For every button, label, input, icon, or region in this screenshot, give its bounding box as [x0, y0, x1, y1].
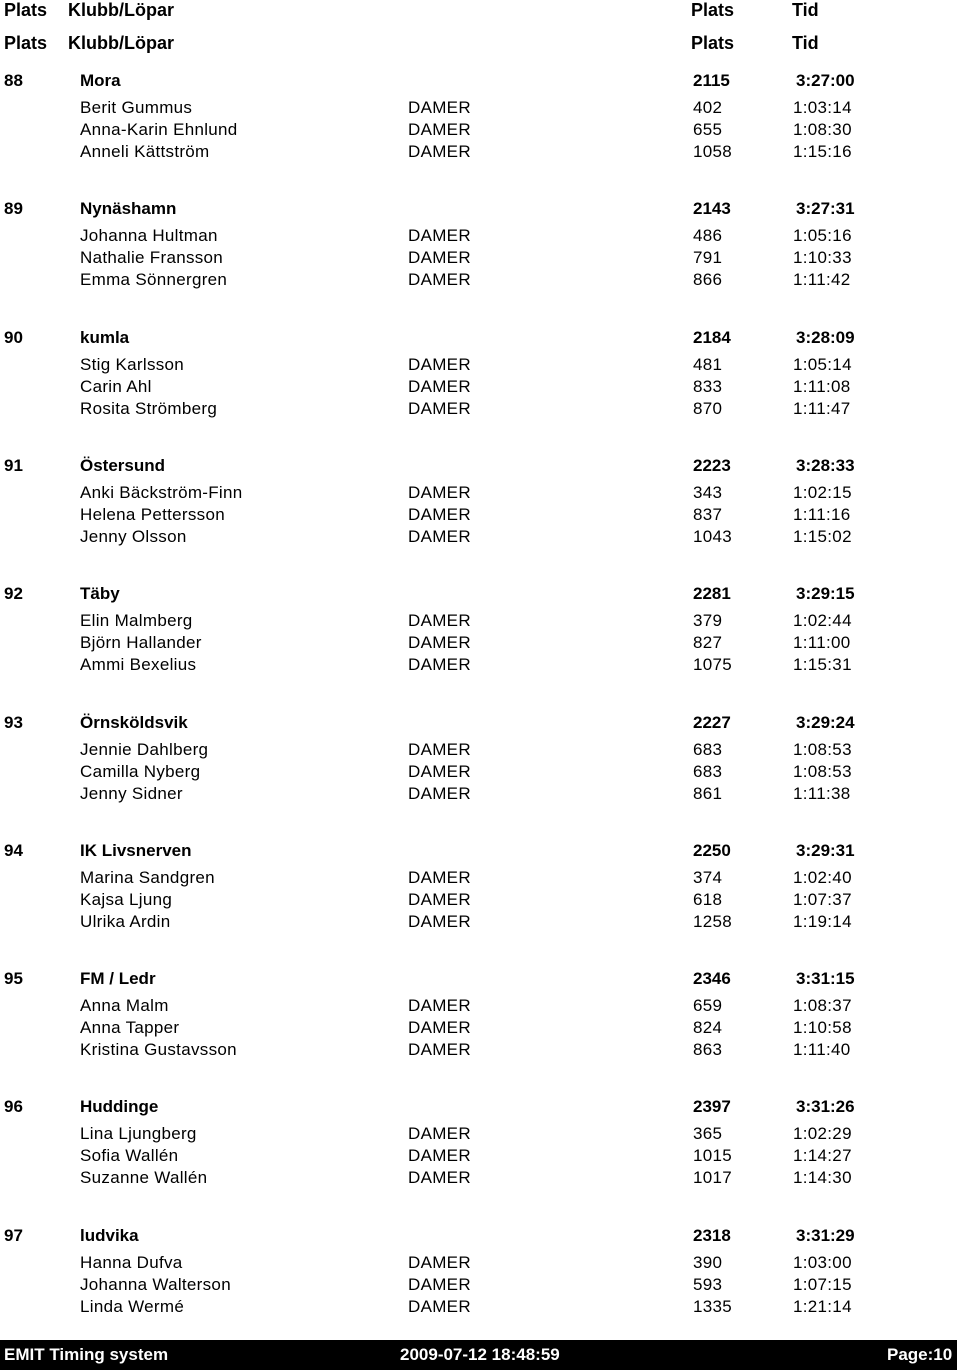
runner-class: DAMER	[408, 355, 471, 374]
runner-class: DAMER	[408, 655, 471, 674]
runner-time: 1:14:30	[793, 1168, 852, 1187]
team-block	[0, 456, 960, 549]
team-place: 91	[4, 456, 23, 475]
runner-time: 1:05:16	[793, 226, 852, 245]
runner-class: DAMER	[408, 1040, 471, 1059]
team-club: Östersund	[80, 456, 166, 475]
footer-page: Page:10	[887, 1345, 953, 1364]
runner-name: Suzanne Wallén	[80, 1168, 208, 1187]
runner-class: DAMER	[408, 483, 471, 502]
team-place: 95	[4, 969, 23, 988]
runner-time: 1:08:53	[793, 740, 852, 759]
runner-class: DAMER	[408, 762, 471, 781]
runner-time: 1:15:02	[793, 527, 852, 546]
header-tid: Tid	[792, 33, 819, 53]
runner-name: Johanna Hultman	[80, 226, 218, 245]
runner-name: Jenny Olsson	[80, 527, 187, 546]
team-block	[0, 199, 960, 292]
runner-class: DAMER	[408, 270, 471, 289]
runner-row	[0, 1018, 960, 1040]
runner-name: Rosita Strömberg	[80, 399, 218, 418]
runner-class: DAMER	[408, 1253, 471, 1272]
team-points: 2318	[693, 1226, 731, 1245]
runner-class: DAMER	[408, 505, 471, 524]
team-time: 3:31:26	[796, 1097, 855, 1116]
runner-row	[0, 483, 960, 505]
team-block	[0, 841, 960, 934]
team-row	[0, 969, 960, 991]
runner-row	[0, 890, 960, 912]
runner-place: 683	[693, 740, 723, 759]
runner-place: 486	[693, 226, 723, 245]
runner-class: DAMER	[408, 527, 471, 546]
runner-name: Helena Pettersson	[80, 505, 225, 524]
runner-row	[0, 655, 960, 677]
team-club: Mora	[80, 71, 121, 90]
runner-row	[0, 98, 960, 120]
runner-time: 1:08:53	[793, 762, 852, 781]
team-place: 90	[4, 328, 23, 347]
runner-row	[0, 120, 960, 142]
runner-place: 481	[693, 355, 723, 374]
team-club: IK Livsnerven	[80, 841, 192, 860]
runner-name: Sofia Wallén	[80, 1146, 179, 1165]
runner-name: Camilla Nyberg	[80, 762, 201, 781]
team-points: 2223	[693, 456, 731, 475]
runner-place: 870	[693, 399, 723, 418]
runner-class: DAMER	[408, 1168, 471, 1187]
runner-name: Elin Malmberg	[80, 611, 193, 630]
team-block	[0, 969, 960, 1062]
header-plats-2: Plats	[691, 0, 735, 20]
team-row	[0, 1097, 960, 1119]
runner-time: 1:10:58	[793, 1018, 852, 1037]
team-club: Täby	[80, 584, 120, 603]
runner-time: 1:15:31	[793, 655, 852, 674]
header-plats: Plats	[4, 33, 48, 53]
runner-name: Lina Ljungberg	[80, 1124, 197, 1143]
runner-name: Björn Hallander	[80, 633, 202, 652]
team-points: 2346	[693, 969, 731, 988]
runner-time: 1:19:14	[793, 912, 852, 931]
runner-time: 1:03:14	[793, 98, 852, 117]
runner-place: 1335	[693, 1297, 733, 1316]
runner-time: 1:15:16	[793, 142, 852, 161]
runner-time: 1:11:40	[793, 1040, 851, 1059]
runner-name: Emma Sönnergren	[80, 270, 228, 289]
runner-row	[0, 377, 960, 399]
team-club: FM / Ledr	[80, 969, 156, 988]
team-place: 97	[4, 1226, 23, 1245]
runner-row	[0, 1297, 960, 1319]
team-block	[0, 71, 960, 164]
runner-row	[0, 868, 960, 890]
runner-class: DAMER	[408, 996, 471, 1015]
header-klubb-lopar: Klubb/Löpar	[68, 33, 174, 53]
team-points: 2281	[693, 584, 731, 603]
runner-time: 1:02:29	[793, 1124, 852, 1143]
runner-time: 1:11:16	[793, 505, 851, 524]
runner-place: 1017	[693, 1168, 733, 1187]
runner-class: DAMER	[408, 633, 471, 652]
runner-name: Anna-Karin Ehnlund	[80, 120, 238, 139]
runner-name: Anna Tapper	[80, 1018, 180, 1037]
team-block	[0, 584, 960, 677]
runner-place: 1015	[693, 1146, 733, 1165]
team-time: 3:27:00	[796, 71, 855, 90]
runner-name: Berit Gummus	[80, 98, 193, 117]
team-time: 3:27:31	[796, 199, 855, 218]
runner-class: DAMER	[408, 1297, 471, 1316]
runner-time: 1:11:47	[793, 399, 851, 418]
runner-place: 866	[693, 270, 723, 289]
runner-place: 1043	[693, 527, 733, 546]
runner-row	[0, 399, 960, 421]
runner-place: 827	[693, 633, 723, 652]
header-plats-2: Plats	[691, 33, 735, 53]
team-points: 2184	[693, 328, 731, 347]
runner-name: Anneli Kättström	[80, 142, 210, 161]
team-block	[0, 713, 960, 806]
team-points: 2250	[693, 841, 731, 860]
runner-class: DAMER	[408, 611, 471, 630]
runner-time: 1:08:37	[793, 996, 852, 1015]
team-points: 2143	[693, 199, 731, 218]
runner-class: DAMER	[408, 142, 471, 161]
runner-row	[0, 1275, 960, 1297]
runner-time: 1:03:00	[793, 1253, 852, 1272]
runner-place: 374	[693, 868, 723, 887]
runner-class: DAMER	[408, 399, 471, 418]
team-place: 94	[4, 841, 23, 860]
runner-time: 1:11:08	[793, 377, 851, 396]
runner-place: 683	[693, 762, 723, 781]
team-time: 3:29:15	[796, 584, 855, 603]
runner-place: 837	[693, 505, 723, 524]
runner-name: Jennie Dahlberg	[80, 740, 209, 759]
team-time: 3:29:31	[796, 841, 855, 860]
runner-row	[0, 1040, 960, 1062]
runner-name: Stig Karlsson	[80, 355, 185, 374]
runner-place: 863	[693, 1040, 723, 1059]
runner-class: DAMER	[408, 248, 471, 267]
runner-row	[0, 611, 960, 633]
team-place: 93	[4, 713, 23, 732]
team-place: 88	[4, 71, 23, 90]
runner-time: 1:07:15	[793, 1275, 852, 1294]
runner-name: Carin Ahl	[80, 377, 152, 396]
runner-place: 379	[693, 611, 723, 630]
column-header-row-1	[0, 0, 960, 22]
team-row	[0, 1226, 960, 1248]
team-place: 89	[4, 199, 23, 218]
team-time: 3:31:15	[796, 969, 855, 988]
runner-place: 1075	[693, 655, 733, 674]
team-club: kumla	[80, 328, 130, 347]
runner-row	[0, 762, 960, 784]
team-points: 2115	[693, 71, 730, 90]
runner-name: Ulrika Ardin	[80, 912, 171, 931]
runner-time: 1:02:44	[793, 611, 852, 630]
runner-class: DAMER	[408, 98, 471, 117]
runner-time: 1:07:37	[793, 890, 852, 909]
column-header-row-2	[0, 33, 960, 55]
runner-name: Anna Malm	[80, 996, 169, 1015]
runner-place: 824	[693, 1018, 723, 1037]
runner-row	[0, 633, 960, 655]
runner-name: Ammi Bexelius	[80, 655, 197, 674]
header-plats: Plats	[4, 0, 48, 20]
team-points: 2227	[693, 713, 731, 732]
runner-class: DAMER	[408, 890, 471, 909]
runner-row	[0, 784, 960, 806]
team-club: Nynäshamn	[80, 199, 177, 218]
team-row	[0, 199, 960, 221]
runner-class: DAMER	[408, 1275, 471, 1294]
runner-time: 1:05:14	[793, 355, 852, 374]
runner-class: DAMER	[408, 226, 471, 245]
runner-row	[0, 270, 960, 292]
footer-system: EMIT Timing system	[4, 1345, 169, 1364]
runner-row	[0, 355, 960, 377]
runner-place: 659	[693, 996, 723, 1015]
runner-class: DAMER	[408, 784, 471, 803]
runner-class: DAMER	[408, 377, 471, 396]
runner-time: 1:11:00	[793, 633, 851, 652]
runner-row	[0, 505, 960, 527]
runner-name: Kajsa Ljung	[80, 890, 173, 909]
runner-name: Johanna Walterson	[80, 1275, 231, 1294]
team-time: 3:28:33	[796, 456, 855, 475]
runner-time: 1:14:27	[793, 1146, 852, 1165]
runner-place: 1258	[693, 912, 733, 931]
runner-name: Linda Wermé	[80, 1297, 185, 1316]
runner-place: 833	[693, 377, 723, 396]
runner-class: DAMER	[408, 868, 471, 887]
team-row	[0, 456, 960, 478]
runner-row	[0, 1124, 960, 1146]
runner-time: 1:11:42	[793, 270, 851, 289]
runner-row	[0, 226, 960, 248]
runner-row	[0, 1168, 960, 1190]
runner-class: DAMER	[408, 740, 471, 759]
team-club: Huddinge	[80, 1097, 159, 1116]
team-time: 3:28:09	[796, 328, 855, 347]
runner-name: Anki Bäckström-Finn	[80, 483, 243, 502]
runner-place: 655	[693, 120, 723, 139]
runner-place: 618	[693, 890, 723, 909]
team-row	[0, 328, 960, 350]
runner-time: 1:21:14	[793, 1297, 852, 1316]
runner-place: 402	[693, 98, 723, 117]
runner-time: 1:08:30	[793, 120, 852, 139]
runner-place: 593	[693, 1275, 723, 1294]
team-row	[0, 584, 960, 606]
runner-place: 861	[693, 784, 723, 803]
team-club: Örnsköldsvik	[80, 713, 188, 732]
footer-bar	[0, 1340, 957, 1370]
team-block	[0, 1226, 960, 1319]
runner-row	[0, 740, 960, 762]
team-place: 96	[4, 1097, 23, 1116]
footer-datetime: 2009-07-12 18:48:59	[400, 1345, 560, 1364]
runner-time: 1:02:15	[793, 483, 852, 502]
runner-row	[0, 1253, 960, 1275]
runner-row	[0, 912, 960, 934]
runner-class: DAMER	[408, 1146, 471, 1165]
runner-name: Kristina Gustavsson	[80, 1040, 237, 1059]
runner-time: 1:02:40	[793, 868, 852, 887]
runner-row	[0, 248, 960, 270]
header-klubb-lopar: Klubb/Löpar	[68, 0, 174, 20]
team-row	[0, 713, 960, 735]
runner-time: 1:10:33	[793, 248, 852, 267]
team-place: 92	[4, 584, 23, 603]
team-row	[0, 71, 960, 93]
runner-class: DAMER	[408, 912, 471, 931]
runner-place: 343	[693, 483, 723, 502]
runner-place: 1058	[693, 142, 733, 161]
runner-class: DAMER	[408, 1124, 471, 1143]
runner-row	[0, 142, 960, 164]
runner-name: Hanna Dufva	[80, 1253, 183, 1272]
runner-row	[0, 1146, 960, 1168]
team-block	[0, 328, 960, 421]
runner-name: Marina Sandgren	[80, 868, 215, 887]
team-time: 3:29:24	[796, 713, 855, 732]
team-points: 2397	[693, 1097, 731, 1116]
runner-class: DAMER	[408, 1018, 471, 1037]
runner-place: 791	[693, 248, 723, 267]
team-club: ludvika	[80, 1226, 139, 1245]
runner-place: 390	[693, 1253, 723, 1272]
runner-place: 365	[693, 1124, 723, 1143]
team-row	[0, 841, 960, 863]
runner-row	[0, 996, 960, 1018]
runner-row	[0, 527, 960, 549]
team-block	[0, 1097, 960, 1190]
runner-class: DAMER	[408, 120, 471, 139]
team-time: 3:31:29	[796, 1226, 855, 1245]
runner-name: Jenny Sidner	[80, 784, 183, 803]
runner-name: Nathalie Fransson	[80, 248, 224, 267]
runner-time: 1:11:38	[793, 784, 851, 803]
header-tid: Tid	[792, 0, 819, 20]
